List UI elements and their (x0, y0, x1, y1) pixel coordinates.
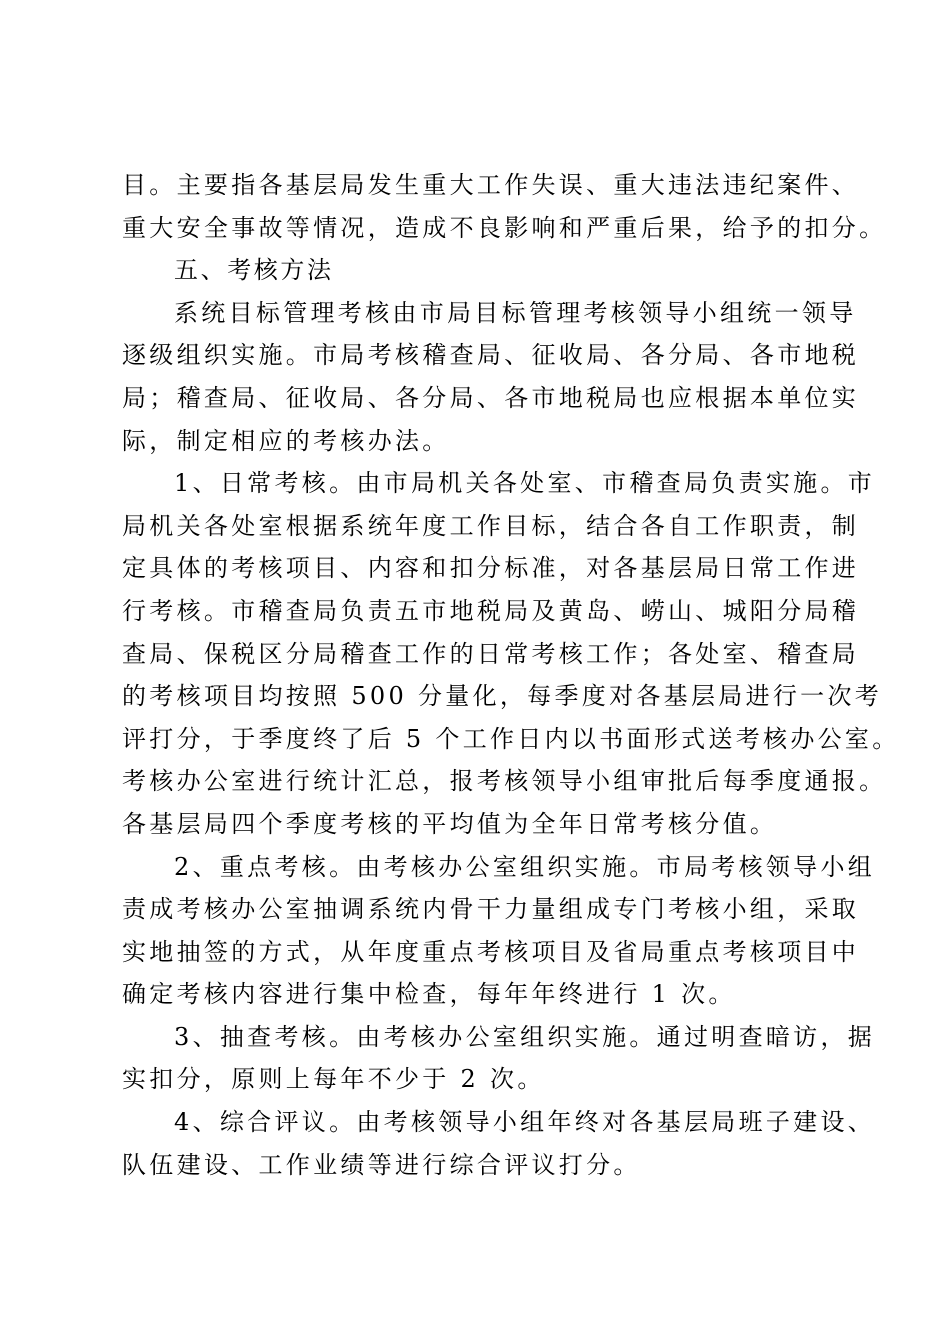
body-line: 局；稽查局、征收局、各分局、各市地税局也应根据本单位实 (122, 383, 860, 412)
paragraph-first-line: 系统目标管理考核由市局目标管理考核领导小组统一领导 (174, 298, 857, 327)
body-line: 各基层局四个季度考核的平均值为全年日常考核分值。 (122, 809, 778, 838)
body-line: 的考核项目均按照 500 分量化，每季度对各基层局进行一次考 (122, 682, 883, 711)
body-line: 责成考核办公室抽调系统内骨干力量组成专门考核小组，采取 (122, 895, 860, 924)
body-line: 实地抽签的方式，从年度重点考核项目及省局重点考核项目中 (122, 937, 860, 966)
body-line: 定具体的考核项目、内容和扣分标准，对各基层局日常工作进 (122, 554, 860, 583)
body-line: 目。主要指各基层局发生重大工作失误、重大违法违纪案件、 (122, 171, 860, 199)
body-line: 评打分，于季度终了后 5 个工作日内以书面形式送考核办公室。 (122, 724, 900, 753)
body-line: 队伍建设、工作业绩等进行综合评议打分。 (122, 1150, 641, 1179)
paragraph-first-line: 2、重点考核。由考核办公室组织实施。市局考核领导小组 (174, 852, 876, 881)
body-line: 确定考核内容进行集中检查，每年年终进行 1 次。 (122, 980, 736, 1009)
paragraph-first-line: 4、综合评议。由考核领导小组年终对各基层局班子建设、 (174, 1108, 876, 1137)
section-heading: 五、考核方法 (174, 256, 334, 285)
document-body (122, 164, 900, 1186)
body-line: 重大安全事故等情况，造成不良影响和严重后果，给予的扣分。 (122, 213, 887, 242)
body-line: 逐级组织实施。市局考核稽查局、征收局、各分局、各市地税 (122, 341, 860, 370)
paragraph-first-line: 1、日常考核。由市局机关各处室、市稽查局负责实施。市 (174, 469, 876, 498)
body-line: 际，制定相应的考核办法。 (122, 426, 450, 455)
body-line: 查局、保税区分局稽查工作的日常考核工作；各处室、稽查局 (122, 639, 860, 668)
body-line: 实扣分，原则上每年不少于 2 次。 (122, 1065, 545, 1094)
paragraph-first-line: 3、抽查考核。由考核办公室组织实施。通过明查暗访，据 (174, 1022, 876, 1051)
body-line: 考核办公室进行统计汇总，报考核领导小组审批后每季度通报。 (122, 767, 887, 796)
body-line: 行考核。市稽查局负责五市地税局及黄岛、崂山、城阳分局稽 (122, 596, 860, 625)
body-line: 局机关各处室根据系统年度工作目标，结合各自工作职责，制 (122, 511, 860, 540)
